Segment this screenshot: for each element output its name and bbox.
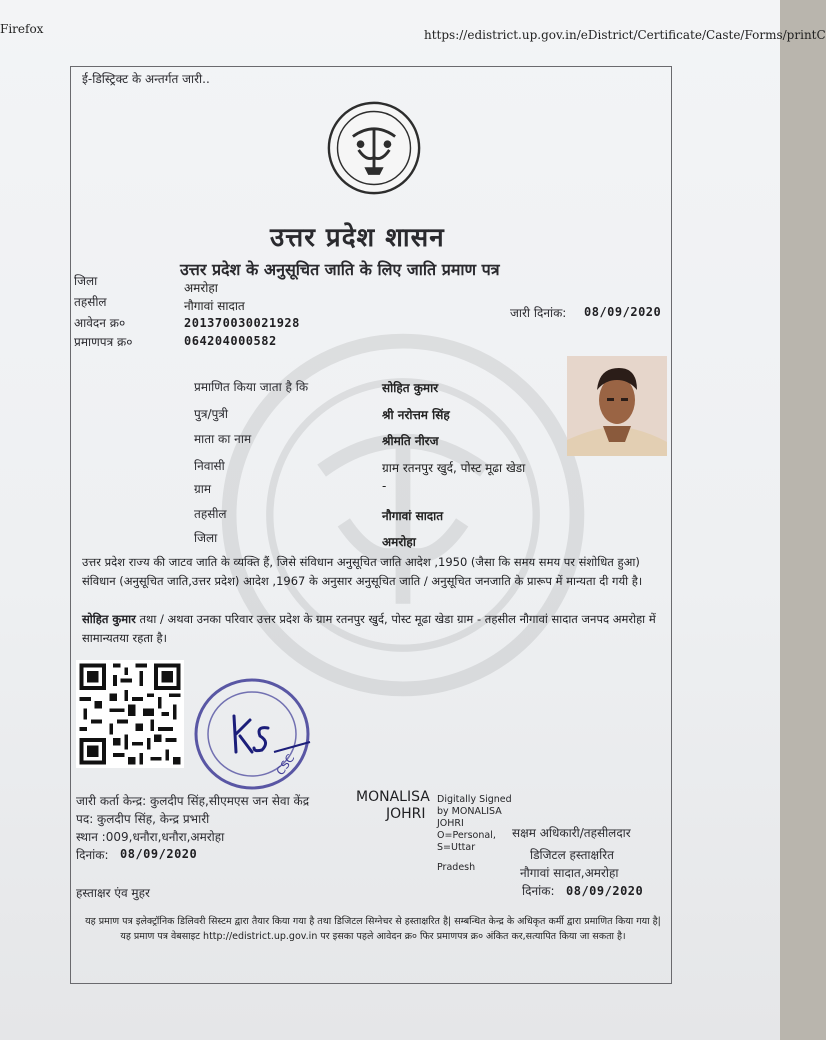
authority-date-label: दिनांक: — [522, 884, 555, 898]
qr-code-icon — [76, 660, 184, 768]
signer-name-line2: JOHRI — [386, 806, 426, 822]
signature-detail: O=Personal, — [437, 830, 496, 841]
detail-label: पुत्र/पुत्री — [194, 407, 229, 421]
signature-detail: S=Uttar — [437, 842, 476, 853]
detail-value: - — [382, 479, 387, 493]
certificate-no: 064204000582 — [184, 334, 277, 348]
signature-detail: JOHRI — [437, 818, 464, 829]
applicant-name: सोहित कुमार — [82, 612, 136, 626]
issue-date: 08/09/2020 — [584, 305, 662, 319]
up-emblem-icon — [326, 100, 422, 196]
issuer-center: जारी कर्ता केन्द्र: कुलदीप सिंह,सीएमएस जन सेवा केंद्र — [76, 794, 310, 808]
detail-label: प्रमाणित किया जाता है कि — [194, 380, 309, 394]
certificate-subheading: उत्तर प्रदेश के अनुसूचित जाति के लिए जाति प्रमाण पत्र — [180, 260, 500, 279]
district-label: जिला — [74, 274, 98, 288]
csc-seal-stamp-icon — [190, 672, 318, 796]
issued-under-text: ई-डिस्ट्रिक्ट के अन्तर्गत जारी.. — [82, 72, 210, 86]
person-photo-icon — [567, 356, 667, 456]
browser-url: https://edistrict.up.gov.in/eDistrict/Certificate/Caste/Forms/printC — [424, 28, 826, 42]
detail-label: ग्राम — [194, 482, 212, 496]
issuer-place: स्थान :009,धनौरा,धनौरा,अमरोहा — [76, 830, 225, 844]
stamp-text: CSC — [273, 751, 298, 778]
detail-label: माता का नाम — [194, 432, 252, 446]
application-no-label: आवेदन क्र० — [74, 316, 126, 330]
application-no: 201370030021928 — [184, 316, 300, 330]
detail-value: नौगावां सादात — [382, 509, 444, 523]
certificate-footer-note: यह प्रमाण पत्र इलेक्ट्रॉनिक डिलिवरी सिस्टम द्वारा तैयार किया गया है तथा डिजिटल सिग्नेचर से हस्ताक्षरित है| सम्बन्धित केन्द्र के अधिकृत कर्मी द्वारा प्रमाणित किया गया है| यह प्रमाण पत्र वेबसाइट http://edistrict.up.gov.in पर इसका पहले आवेदन क्र० फिर प्रमाणपत्र क्र० अंकित कर,सत्यापित किया जा सकता है। — [85, 916, 661, 942]
residence-paragraph — [82, 610, 668, 648]
detail-label: निवासी — [194, 459, 225, 473]
authority-title: सक्षम अधिकारी/तहसीलदार — [512, 826, 631, 840]
tehsil-value: नौगावां सादात — [184, 299, 245, 313]
district-value: अमरोहा — [184, 281, 218, 295]
detail-value: श्रीमति नीरज — [382, 434, 439, 448]
residence-text: तथा / अथवा उनका परिवार उत्तर प्रदेश के ग्राम रतनपुर खुर्द, पोस्ट मूढा खेडा ग्राम - तहसील नौगावां सादात जनपद अमरोहा में सामान्यतया रहता है। — [82, 612, 656, 645]
certificate-no-label: प्रमाणपत्र क्र० — [74, 335, 133, 349]
detail-label: जिला — [194, 531, 218, 545]
browser-name: Firefox — [0, 22, 44, 36]
detail-label: तहसील — [194, 507, 227, 521]
applicant-photo — [567, 356, 667, 456]
signature-detail: Digitally Signed — [437, 794, 512, 805]
issuer-post: पद: कुलदीप सिंह, केन्द्र प्रभारी — [76, 812, 210, 826]
issuer-date-label: दिनांक: — [76, 848, 109, 862]
tehsil-label: तहसील — [74, 295, 107, 309]
signature-detail: by MONALISA — [437, 806, 502, 817]
authority-date: 08/09/2020 — [566, 884, 644, 898]
detail-value: अमरोहा — [382, 535, 416, 549]
detail-value: ग्राम रतनपुर खुर्द, पोस्ट मूढा खेडा — [382, 461, 526, 475]
detail-value: श्री नरोत्तम सिंह — [382, 408, 450, 422]
certification-paragraph: उत्तर प्रदेश राज्य की जाटव जाति के व्यक्ति हैं, जिसे संविधान अनुसूचित जाति आदेश ,1950 (जैसा कि समय समय पर संशोधित हुआ) संविधान (अनुसूचित जाति,उत्तर प्रदेश) आदेश ,1967 के अनुसार अनुसूचित जाति / अनुसूचित जनजाति के प्रारूप में मान्यता दी गयी है। — [82, 555, 643, 588]
signature-detail: Pradesh — [437, 862, 476, 873]
detail-value: सोहित कुमार — [382, 381, 439, 395]
signature-label: हस्ताक्षर एंव मुहर — [76, 886, 150, 900]
certificate-heading: उत्तर प्रदेश शासन — [270, 223, 445, 253]
authority-sign-type: डिजिटल हस्ताक्षरित — [530, 848, 614, 862]
issue-date-label: जारी दिनांक: — [510, 306, 567, 320]
signer-name-line1: MONALISA — [356, 789, 430, 805]
authority-place: नौगावां सादात,अमरोहा — [520, 866, 619, 880]
issuer-date: 08/09/2020 — [120, 847, 198, 861]
